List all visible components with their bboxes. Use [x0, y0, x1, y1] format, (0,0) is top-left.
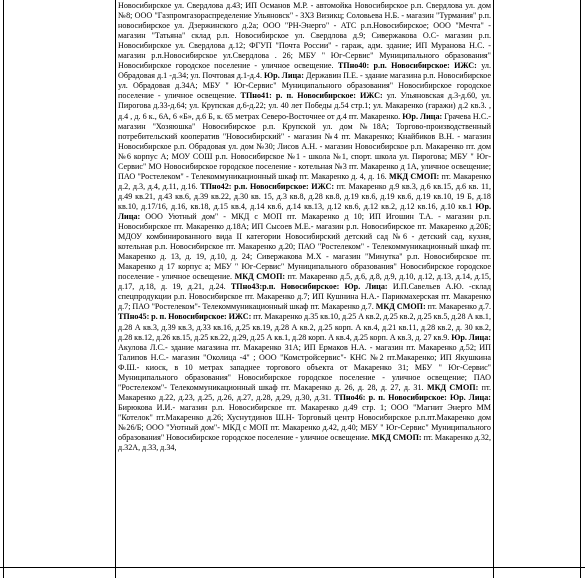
column-divider	[3, 568, 4, 578]
column-divider	[115, 568, 116, 578]
column-divider	[580, 568, 581, 578]
column-divider	[3, 0, 4, 568]
column-divider	[493, 568, 494, 578]
column-divider	[493, 0, 494, 568]
column-divider	[580, 0, 581, 568]
cell-text: Новосибирское ул. Свердлова д.43; ИП Османов М.Р. - автомойка Новосибирское р.п. Свердлова ул. дом №8; ООО "Газпромгазораспределение Ульяновск" - ЗХЗ Визикц; Соловьева Н.Б. - магазин "Турмания" р.п. новосибирское ул. Дзержинского д.2а; ООО "РН-Энерго" - АТС р.п.Новосибирское; ООО "Мечта" - магазин "Татьяна" склад р.п. Новосибирское ул. Свердлова д.9; Сивержакова О.С- магазин р.п. Новосибирское ул. Свердлова д.12; ФГУП "Почта России" - гараж, адм. здание; ИП Муранова Н.С. - магазин р.п.Новосибирское ул.Свердлова . 26; МБУ " Юг-Сервис" Муниципального образования" Новосибирское городское поселение - уличное освещение. ТПно40: р.п. Новосибирское: ИЖС: ул. Обрадовая д.1 -д.34; ул. Почтовая д.1-д.4. Юр. Лица: Державин П.Е. - здание магазина р.п. Новосибирское ул. Обрадовая д.34А; МБУ " Юг-Сервис" Муниципального образования" Новосибирское городское поселение - уличное освещение. ТПно41: р. п. Новосибирское: ИЖС: ул. Ульяновская д.3-д.60, ул. Пирогова д.33-д.64; ул. Крупская д.6-д.22; ул. 40 лет Победы д.54 стр.1; ул. Макаренко (гаражи) д.2 кв.3. , д.4 , д. 6 к., 6А, 6 «Б», д.6 Б, к. 65 метрах Северо-Восточнее от д.4 пт. Макаренко. Юр. Лица: Грачева Н.С.- магазин "Хозяюшка" Новосибирское р.п. Крупской ул. дом №18А; Торгово-производственный потребительский кооператив "Новосибирский" - магазин №4 пт. Макаренко; Кнайбиков В.Н. - магазин Новосибирское р.п. Обрадовая ул. дом №30; Лисов А.Н. - магазин Новосибирское р.п. Макаренко пт. дом №6 корпус А; МОУ СОШ р.п. Новосибирское №1 - школа №1, спорт. школа ул. Пирогова; МБУ " Юг-Сервис" МО Новосибирское городское поселение - котельная №3 пт. Макаренко д 1А, уличное освещение; ПАО "Ростелеком" - Телекоммуникационный шкаф пт. Макаренко д. 4, д. 16. МКД СМОП: пт. Макаренко д.2, д.3, д.4, д.11, д.16. ТПно42: р.п. Новосибирское: ИЖС: пт. Макаренко д.9 кв.3, д.6 кв.15, д.6 кв. 11, д.49 кв.21, д.43 кв.6, д.39 кв.22, д.30 кв. 15, д.3 кв.8, д.28 кв.8, д.19 кв.6, д.19 кв.6, д.19 кв.10, 19 Б, д.18 кв.10, д.17/16, д.16, кв.18, д.15 кв.4, д.14 кв.6, д.14 кв.13, д.12 кв.6, д.12 кв.2, д.12 кв.16, д.10 кв.1 Юр. Лица: ООО Уютный дом" - МКД с МОП пт. Макаренко д 10; ИП Игошин Т.А. - магазин р.п. Новосибирское пт. Макаренко д.18А; ИП Сысоев М.Е.- магазин р.п. Новосибирское пт. Макаренко д.20Б; МДОУ комбинированного вида II категории Новосибирский детский сад №6 - детский сад, кухня, котельная р.п. Новосибирское пт. Макаренко д.20; ПАО "Ростелеком" - Телекоммуникационный шкаф пт. Макаренко д. 13, д. 19, д.10, д. 24; Сивержакова М.Х - магазин "Минутка" р.п. Новосибирское пт. Макаренко д 17 корпус а; МБУ " Юг-Сервис" Муниципального образования" Новосибирское городское поселение - уличное освещение. МКД СМОП: пт. Макаренко д.5, д.6, д.8, д.9, д.10, д.12, д.13, д.14, д.15, д.17, д.18, д. 19, д.21, д.24. ТПно43:р.п. Новосибирское: Юр. Лица: И.П.Савельев А.Ю. -склад спецпродукции р.п. Новосибирское пт. Макаренко д.7; ИП Кушнина Н.А.- Парикмахерская пт. Макаренко д.7; ПАО "Ростелеком"- Телекоммуникационный шкаф пт. Макаренко д.7. МКД СМОП: пт. Макаренко д.7. ТПно45: р. п. Новосибирское: ИЖС: пт. Макаренко д.35 кв.10, д.25 А кв.2, д.25 кв.2, д.25 кв.5, д.28 А кв.1, д.28 А кв.3, д.39 кв.3, д.33 кв.16, д.25 кв.19, д.28 А кв.2, д.25 корп. А кв.4, д.21 кв.11, д.28 кв.2, д. 30 кв.2, д.28 кв.12, д.26 кв.15, д.25 кв.22, д.29, д.25 А кв.1, д.28 корп. А кв.4, д.25 корп. А кв.3, д. 27 кв.9. Юр. Лица: Акулова Л.С.- здание магазина пт. Макаренко 31А; ИП Ермаков Н.А. - магазин пт. Макаренко д.52; ИП Талипов Н.С.- магазин "Околица -4" ; ООО "Комстройсервис"- КНС №2 пт.Макаренко; ИП Якушкина Ф.Ш.- киоск, в 10 метрах западнее торгового объекта от Макаренко 31; МБУ " Юг-Сервис" Муниципального образования" Новосибирское городское поселение - уличное освещение; ПАО "Ростелеком"- Телекоммуникационный шкаф пт. Макаренко д. 26, д. 28, д. 27, д. 31. МКД СМОП: пт. Макаренко д.22, д.23, д.25, д.26, д.27, д.28, д.29, д.30, д.31. ТПно46: р. п. Новосибирское: Юр. Лица: Бирюкова И.И.- магазин р.п. Новосибирское пт. Макаренко д.49 стр. 1; ООО "Магнит Энерго ММ "Котелок" пт.Макаренко д.26; Хуснутдинов Ш.Н- Торговый центр Новосибирское р.п.пт.Макаренко дом №26/Б; ООО "Уютный дом"- МКД с МОП пт. Макаренко д.42, д.40; МБУ " Юг-Сервис" Муниципального образования" Новосибирское городское поселение - уличное освещение. МКД СМОП: пт. Макаренко д.32, д.32А, д.33, д.34,	[118, 1, 492, 453]
description-cell	[116, 0, 493, 568]
table-bottom	[0, 568, 585, 578]
